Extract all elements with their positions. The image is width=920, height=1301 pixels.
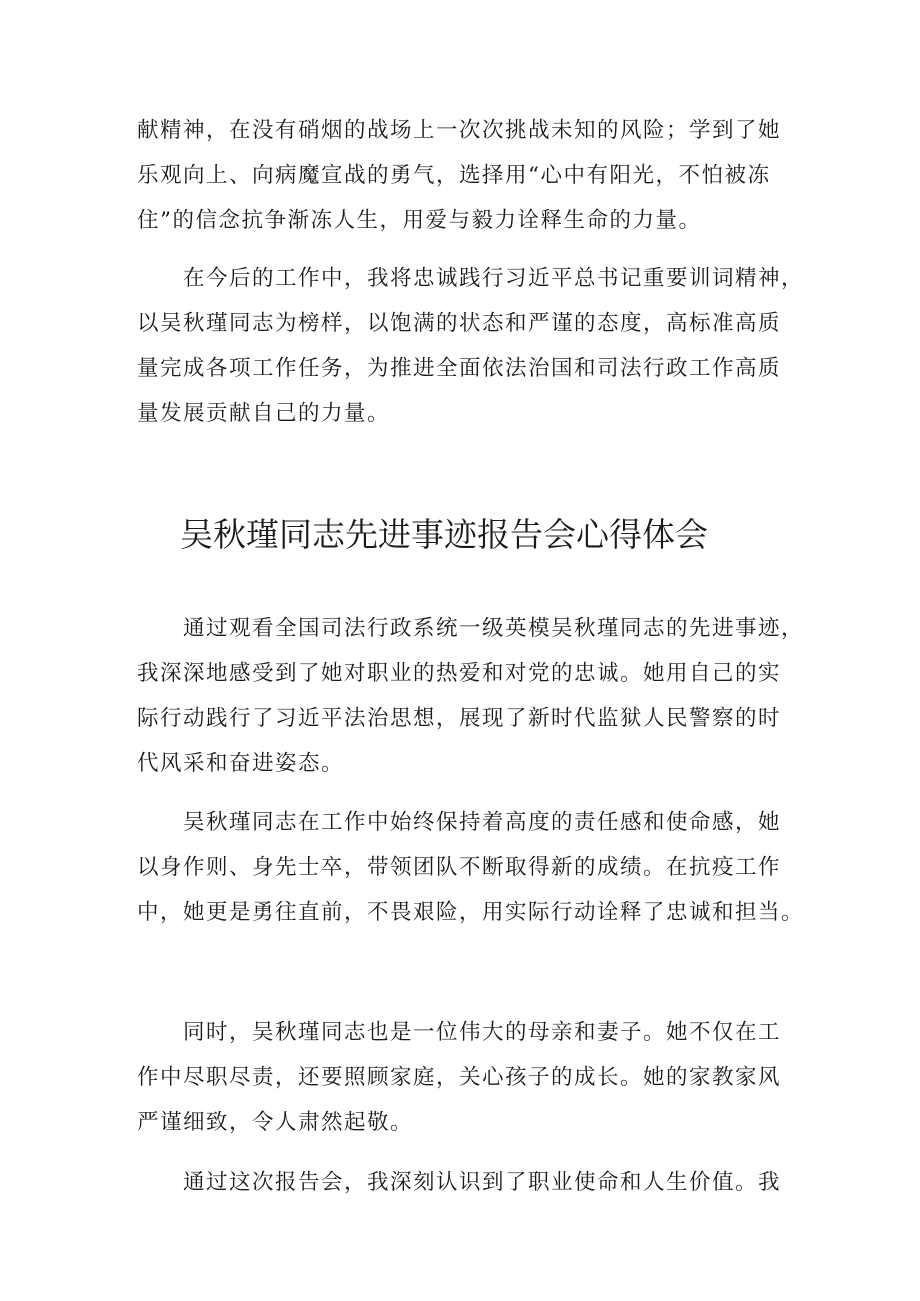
paragraph [137, 108, 797, 243]
paragraph [137, 800, 805, 935]
text-line: 严谨细致，令人肃然起敬。 [137, 1110, 414, 1135]
paragraph-responsibility [137, 800, 805, 935]
text-line: 通过观看全国司法行政系统一级英模吴秋瑾同志的先进事迹， [183, 616, 805, 641]
text-line: 量完成各项工作任务，为推进全面依法治国和司法行政工作高质 [137, 356, 782, 381]
text-line: 在今后的工作中，我将忠诚践行习近平总书记重要训词精神， [183, 266, 805, 291]
text-line: 量发展贡献自己的力量。 [137, 401, 391, 426]
paragraph-watching-deeds [137, 606, 805, 786]
paragraph-mother-wife [137, 1010, 797, 1145]
text-line: 我深深地感受到了她对职业的热爱和对党的忠诚。她用自己的实 [137, 661, 782, 686]
text-line: 同时，吴秋瑾同志也是一位伟大的母亲和妻子。她不仅在工 [183, 1020, 782, 1045]
text-line: 中，她更是勇往直前，不畏艰险，用实际行动诠释了忠诚和担当。 [137, 900, 805, 925]
text-line: 吴秋瑾同志在工作中始终保持着高度的责任感和使命感，她 [183, 810, 782, 835]
paragraph [137, 1160, 797, 1205]
text-line: 以身作则、身先士卒，带领团队不断取得新的成绩。在抗疫工作 [137, 855, 782, 880]
text-line: 作中尽职尽责，还要照顾家庭，关心孩子的成长。她的家教家风 [137, 1065, 782, 1090]
paragraph-conclusion [137, 1160, 797, 1205]
paragraph-continuation [137, 108, 797, 243]
text-line: 代风采和奋进姿态。 [137, 751, 345, 776]
text-line: 际行动践行了习近平法治思想，展现了新时代监狱人民警察的时 [137, 706, 782, 731]
text-line: 住”的信念抗争渐冻人生，用爱与毅力诠释生命的力量。 [137, 208, 702, 233]
text-line: 献精神，在没有硝烟的战场上一次次挑战未知的风险；学到了她 [137, 118, 782, 143]
paragraph [137, 1010, 797, 1145]
paragraph-future-work [137, 256, 805, 436]
paragraph [137, 256, 805, 436]
text-line: 通过这次报告会，我深刻认识到了职业使命和人生价值。我 [183, 1170, 782, 1195]
text-line: 乐观向上、向病魔宣战的勇气，选择用“心中有阳光，不怕被冻 [137, 163, 771, 188]
paragraph [137, 606, 805, 786]
page-title: 吴秋瑾同志先进事迹报告会心得体会 [180, 515, 708, 554]
text-line: 以吴秋瑾同志为榜样，以饱满的状态和严谨的态度，高标准高质 [137, 311, 782, 336]
